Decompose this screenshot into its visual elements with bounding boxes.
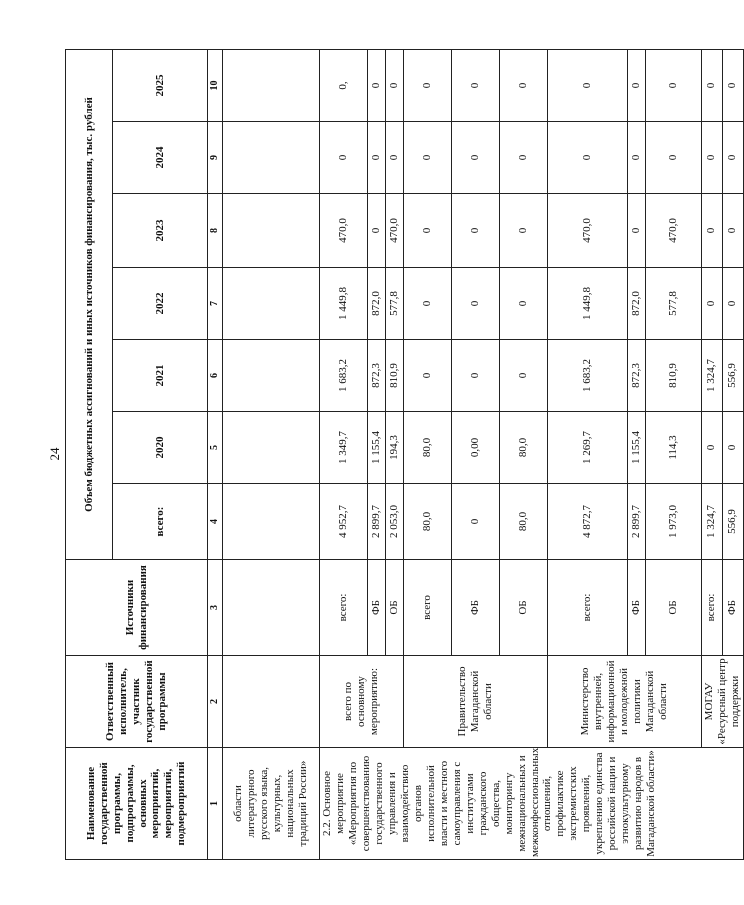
value-cell: 810,9	[386, 340, 404, 412]
value-cell: 0	[702, 268, 723, 340]
executor-cell: Министерство внутренней, информационной и молодежной политики Магаданской области	[548, 656, 702, 748]
value-cell: 0	[320, 122, 368, 194]
header-source: Источники финансирования	[66, 560, 208, 656]
value-cell: 1 324,7	[702, 340, 723, 412]
value-cell: 556,9	[722, 340, 743, 412]
col-number: 10	[208, 49, 223, 121]
value-cell: 0	[722, 194, 743, 268]
value-cell: 2 899,7	[368, 484, 386, 560]
col-number: 6	[208, 340, 223, 412]
header-name: Наименование государственной программы, подпрограммы, основных мероприятий, мероприятий, подмероприятий	[66, 748, 208, 860]
header-year: 2021	[113, 340, 208, 412]
source-cell: ФБ	[722, 560, 743, 656]
source-cell: ОБ	[500, 560, 548, 656]
value-cell: 556,9	[722, 484, 743, 560]
col-number: 3	[208, 560, 223, 656]
value-cell: 0	[702, 122, 723, 194]
value-cell: 470,0	[320, 194, 368, 268]
table-row	[548, 49, 628, 859]
value-cell: 470,0	[386, 194, 404, 268]
source-cell: всего:	[548, 560, 628, 656]
value-cell: 0	[500, 194, 548, 268]
value-cell: 1 683,2	[548, 340, 628, 412]
value-cell: 0	[628, 122, 646, 194]
value-cell: 0	[368, 49, 386, 121]
value-cell: 114,3	[646, 412, 702, 484]
funding-table	[65, 49, 744, 860]
value-cell: 0	[646, 49, 702, 121]
value-cell: 2 053,0	[386, 484, 404, 560]
value-cell: 0	[386, 122, 404, 194]
source-cell: всего	[404, 560, 452, 656]
value-cell: 0	[722, 268, 743, 340]
value-cell: 0	[702, 49, 723, 121]
value-cell: 0	[548, 122, 628, 194]
continuation-name: области литературного русского языка, культурных, национальных традиций России»	[223, 748, 320, 860]
col-number: 4	[208, 484, 223, 560]
value-cell: 0	[722, 122, 743, 194]
value-cell: 810,9	[646, 340, 702, 412]
value-cell: 1 449,8	[548, 268, 628, 340]
value-cell: 0	[500, 122, 548, 194]
value-cell: 0,00	[452, 412, 500, 484]
value-cell: 1 269,7	[548, 412, 628, 484]
value-cell: 1 155,4	[368, 412, 386, 484]
value-cell: 0,	[320, 49, 368, 121]
header-year: 2022	[113, 268, 208, 340]
value-cell: 0	[404, 122, 452, 194]
source-cell: всего:	[320, 560, 368, 656]
value-cell: 4 952,7	[320, 484, 368, 560]
header-year: 2025	[113, 49, 208, 121]
value-cell: 80,0	[404, 484, 452, 560]
value-cell: 0	[452, 122, 500, 194]
value-cell: 0	[404, 194, 452, 268]
executor-cell: Правительство Магаданской области	[404, 656, 548, 748]
executor-cell: всего по основному мероприятию:	[320, 656, 404, 748]
value-cell: 1 349,7	[320, 412, 368, 484]
col-number: 7	[208, 268, 223, 340]
value-cell: 1 973,0	[646, 484, 702, 560]
value-cell: 0	[404, 49, 452, 121]
source-cell: ФБ	[452, 560, 500, 656]
header-year: 2024	[113, 122, 208, 194]
header-year: 2020	[113, 412, 208, 484]
value-cell: 4 872,7	[548, 484, 628, 560]
value-cell: 0	[404, 268, 452, 340]
value-cell: 0	[386, 49, 404, 121]
value-cell: 1 449,8	[320, 268, 368, 340]
header-funding-group: Объем бюджетных ассигнований и иных источников финансирования, тыс. рублей	[66, 49, 113, 559]
source-cell: ОБ	[386, 560, 404, 656]
column-number-row	[208, 49, 223, 859]
value-cell: 1 324,7	[702, 484, 723, 560]
col-number: 1	[208, 748, 223, 860]
source-cell: ФБ	[628, 560, 646, 656]
page-number: 24	[47, 447, 62, 461]
value-cell: 0	[722, 412, 743, 484]
header-year: 2023	[113, 194, 208, 268]
value-cell: 0	[404, 340, 452, 412]
measure-name: 2.2. Основное мероприятие «Мероприятия по совершенствованию государственного управления и взаимодействию органов исполнительной власти и местного самоуправления с институтами гражданского общества, мониторингу межнациональных и межконфессиональных отношений, профилактике экстремистских проявлений, укреплению единства российской нации и этнокультурному развитию народов в Магаданской области»	[320, 748, 744, 860]
value-cell: 0	[452, 49, 500, 121]
value-cell: 0	[452, 194, 500, 268]
value-cell: 1 683,2	[320, 340, 368, 412]
value-cell: 2 899,7	[628, 484, 646, 560]
continuation-row	[223, 49, 320, 859]
value-cell: 0	[500, 49, 548, 121]
value-cell: 0	[452, 340, 500, 412]
value-cell: 872,3	[628, 340, 646, 412]
value-cell: 1 155,4	[628, 412, 646, 484]
value-cell: 577,8	[386, 268, 404, 340]
value-cell: 0	[368, 122, 386, 194]
value-cell: 0	[702, 194, 723, 268]
value-cell: 0	[646, 122, 702, 194]
executor-cell: МОГАУ «Ресурсный центр поддержки	[702, 656, 744, 748]
value-cell: 194,3	[386, 412, 404, 484]
col-number: 8	[208, 194, 223, 268]
source-cell: ОБ	[646, 560, 702, 656]
source-cell: ФБ	[368, 560, 386, 656]
table-row	[320, 49, 368, 859]
header-executor: Ответственный исполнитель, участник государственной программы	[66, 656, 208, 748]
value-cell: 470,0	[548, 194, 628, 268]
value-cell: 80,0	[404, 412, 452, 484]
table-row	[702, 49, 723, 859]
source-cell: всего:	[702, 560, 723, 656]
value-cell: 0	[500, 340, 548, 412]
value-cell: 577,8	[646, 268, 702, 340]
value-cell: 0	[500, 268, 548, 340]
col-number: 9	[208, 122, 223, 194]
value-cell: 0	[722, 49, 743, 121]
rotated-page	[65, 50, 741, 860]
value-cell: 470,0	[646, 194, 702, 268]
value-cell: 0	[628, 194, 646, 268]
col-number: 5	[208, 412, 223, 484]
value-cell: 0	[702, 412, 723, 484]
header-total: всего:	[113, 484, 208, 560]
value-cell: 0	[548, 49, 628, 121]
table-row	[404, 49, 452, 859]
value-cell: 872,3	[368, 340, 386, 412]
value-cell: 872,0	[628, 268, 646, 340]
value-cell: 0	[368, 194, 386, 268]
value-cell: 872,0	[368, 268, 386, 340]
value-cell: 0	[452, 268, 500, 340]
col-number: 2	[208, 656, 223, 748]
value-cell: 80,0	[500, 484, 548, 560]
value-cell: 0	[452, 484, 500, 560]
value-cell: 80,0	[500, 412, 548, 484]
value-cell: 0	[628, 49, 646, 121]
